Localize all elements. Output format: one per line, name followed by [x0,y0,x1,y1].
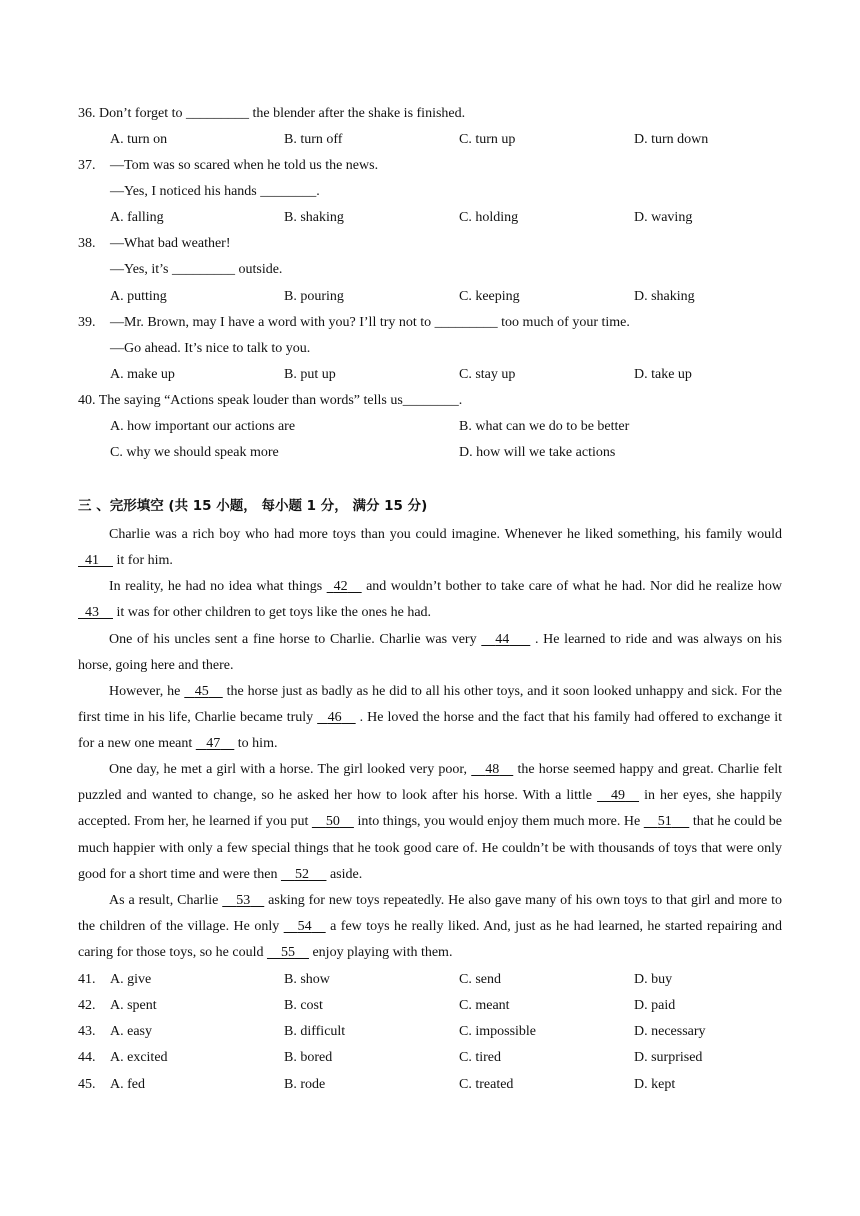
blank-54[interactable] [284,914,326,940]
cloze-43-number: 43. [78,1024,96,1039]
option-37-d: D. waving [634,210,693,225]
option-40-a: A. how important our actions are [110,419,296,434]
passage-text: As a result, Charlie [109,893,219,908]
question-38-number: 38. [78,236,96,251]
passage-text: it was for other children to get toys like the ones he had. [116,605,432,621]
blank-number: 54 [297,919,312,935]
option-39-c: C. stay up [459,367,516,382]
passage-paragraph-2 [78,574,782,626]
question-40-stem [78,392,462,410]
cloze-44-option-c: C. tired [459,1050,501,1065]
option-36-c: C. turn up [459,132,516,147]
passage-text: In reality, he had no idea what things [109,579,323,594]
question-39-line-1: —Mr. Brown, may I have a word with you? I’ll try not to _________ too much of your time. [110,315,630,330]
blank-55[interactable] [267,940,309,966]
passage-text: in her eyes, she happily accepted. From her, he learned if you put [78,788,783,830]
cloze-45-option-c: C. treated [459,1077,514,1092]
blank-number: 55 [280,945,295,961]
cloze-43-option-c: C. impossible [459,1024,537,1039]
cloze-45-option-a: A. fed [110,1077,145,1092]
blank-number: 51 [657,814,672,830]
question-number: 40. [78,393,96,408]
passage-text: . He learned to ride and was always on his horse, going here and there. [78,632,783,674]
blank-45[interactable] [184,679,223,705]
option-38-c: C. keeping [459,289,520,304]
passage-text: However, he [109,684,181,699]
blank-number: 49 [611,788,626,804]
question-38-line-2: —Yes, it’s _________ outside. [110,262,283,277]
cloze-41-option-d: D. buy [634,972,673,987]
blank-number: 47 [206,736,221,752]
question-38-line-1: —What bad weather! [110,236,231,251]
blank-number: 50 [325,814,340,830]
blank-49[interactable] [597,783,639,809]
option-37-b: B. shaking [284,210,344,225]
cloze-42-option-a: A. spent [110,998,157,1013]
cloze-42-option-c: C. meant [459,998,510,1013]
question-36-stem [78,105,465,123]
question-37-line-1: —Tom was so scared when he told us the news. [110,158,379,173]
passage-paragraph-3 [78,627,782,679]
passage-text: One of his uncles sent a fine horse to Charlie. Charlie was very [109,632,477,647]
blank-48[interactable] [471,757,513,783]
cloze-44-number: 44. [78,1050,96,1065]
blank-number: 45 [194,684,209,699]
cloze-45-option-b: B. rode [284,1077,326,1092]
blank-52[interactable] [281,862,327,888]
cloze-45-number: 45. [78,1077,96,1092]
passage-text: aside. [329,866,363,882]
cloze-43-option-a: A. easy [110,1024,152,1039]
question-37-number: 37. [78,158,96,173]
passage-text: into things, you would enjoy them much more. He [357,814,641,830]
blank-number: 53 [236,893,251,908]
passage-paragraph-4 [78,679,782,758]
passage-text: to him. [237,736,278,752]
blank-42[interactable] [327,574,362,600]
blank-51[interactable] [644,809,690,835]
blank-44[interactable] [481,627,530,653]
option-40-b: B. what can we do to be better [459,419,630,434]
cloze-45-option-d: D. kept [634,1077,676,1092]
cloze-44-option-d: D. surprised [634,1050,703,1065]
option-39-b: B. put up [284,367,336,382]
blank-number: 46 [327,710,342,726]
option-38-d: D. shaking [634,289,695,304]
cloze-41-option-c: C. send [459,972,501,987]
option-37-a: A. falling [110,210,164,225]
cloze-44-option-b: B. bored [284,1050,333,1065]
cloze-43-option-b: B. difficult [284,1024,346,1039]
section-title: 三 、完形填空 (共 15 小题， 每小题 1 分， 满分 15 分) [78,498,428,514]
passage-text: the horse seemed happy and great. Charlie felt puzzled and wanted to change, so he asked her how to look after his horse. With a little [78,762,782,804]
option-40-c: C. why we should speak more [110,445,279,460]
cloze-42-option-b: B. cost [284,998,323,1013]
blank-50[interactable] [312,809,354,835]
option-36-d: D. turn down [634,132,709,147]
passage-text: a few toys he really liked. And, just as he had learned, he started repairing and caring for those toys, so he could [78,919,783,961]
cloze-41-option-b: B. show [284,972,330,987]
cloze-42-number: 42. [78,998,96,1013]
blank-53[interactable] [222,888,264,914]
question-text: Don’t forget to _________ the blender after the shake is finished. [99,106,466,121]
passage-text: the horse just as badly as he did to all his other toys, and it soon looked unhappy and sick. For the first time in his life, Charlie became truly [78,684,783,726]
blank-46[interactable] [317,705,356,731]
question-37-line-2: —Yes, I noticed his hands ________. [110,184,320,199]
option-38-b: B. pouring [284,289,344,304]
blank-number: 43 [85,605,99,621]
passage-paragraph-5 [78,757,782,888]
cloze-44-option-a: A. excited [110,1050,168,1065]
question-number: 36. [78,106,96,121]
passage-text: it for him. [116,553,173,569]
cloze-41-option-a: A. give [110,972,152,987]
passage-text: Charlie was a rich boy who had more toys than you could imagine. Whenever he liked something, his family would [109,527,782,542]
question-39-number: 39. [78,315,96,330]
blank-47[interactable] [196,731,235,757]
cloze-42-option-d: D. paid [634,998,676,1013]
passage-text: that he could be much happier with only a few special things that he took good care of. He couldn’t be with thousands of toys that were only good for a short time and were then [78,814,783,882]
blank-number: 48 [485,762,500,777]
option-37-c: C. holding [459,210,519,225]
question-39-line-2: —Go ahead. It’s nice to talk to you. [110,341,311,356]
blank-number: 44 [495,632,510,647]
cloze-41-number: 41. [78,972,96,987]
question-text: The saying “Actions speak louder than words” tells us________. [98,393,463,408]
blank-number: 41 [85,553,99,569]
passage-text: and wouldn’t bother to take care of what he had. Nor did he realize how [366,579,782,594]
passage-text: . He loved the horse and the fact that his family had offered to exchange it for a new one meant [78,710,783,752]
passage-paragraph-1 [78,522,782,574]
option-39-d: D. take up [634,367,692,382]
passage-text: enjoy playing with them. [312,945,453,961]
option-40-d: D. how will we take actions [459,445,616,460]
option-36-a: A. turn on [110,132,168,147]
option-39-a: A. make up [110,367,175,382]
blank-43[interactable] [78,600,113,626]
option-36-b: B. turn off [284,132,343,147]
passage-text: asking for new toys repeatedly. He also gave many of his own toys to that girl and more to the children of the village. He only [78,893,783,935]
blank-number: 52 [294,866,309,882]
blank-number: 42 [333,579,348,594]
blank-41[interactable] [78,548,113,574]
passage-text: One day, he met a girl with a horse. The girl looked very poor, [109,762,468,777]
option-38-a: A. putting [110,289,167,304]
passage-paragraph-6 [78,888,782,967]
cloze-43-option-d: D. necessary [634,1024,706,1039]
